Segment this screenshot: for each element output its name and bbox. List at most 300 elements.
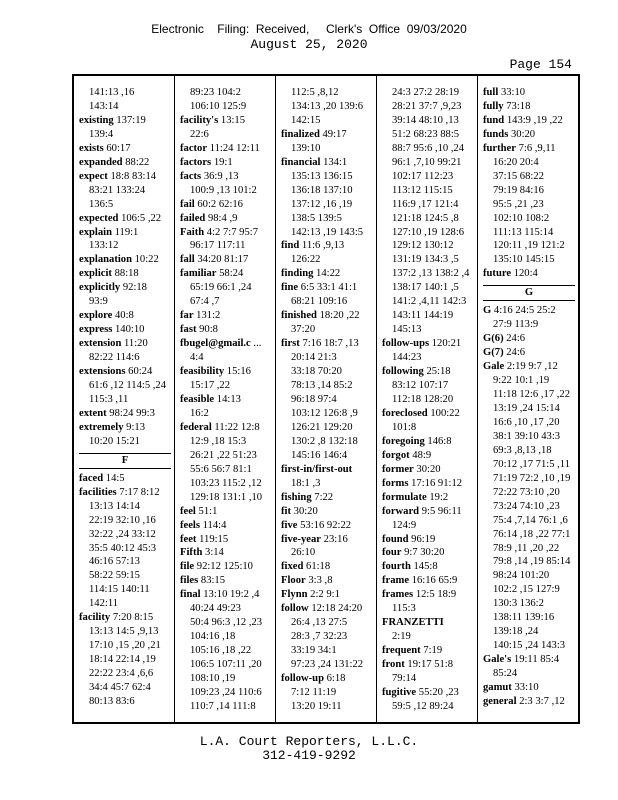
index-continuation — [382, 212, 474, 226]
index-continuation — [483, 514, 575, 528]
index-continuation — [180, 86, 272, 100]
index-continuation — [180, 477, 272, 491]
index-continuation — [382, 142, 474, 156]
index-entry — [483, 142, 575, 156]
index-term: Flynn — [281, 589, 308, 601]
page-line-refs: 96:18 97:4 — [291, 393, 337, 405]
page-line-refs: 79:14 — [392, 673, 417, 685]
index-entry — [180, 519, 272, 533]
page-line-refs: 16:6 ,10 ,17 ,20 — [493, 416, 560, 428]
page-line-refs: 46:16 57:13 — [89, 556, 140, 568]
page-line-refs: 134:1 — [320, 156, 348, 168]
index-continuation — [382, 86, 474, 100]
page-line-refs: 4:2 7:7 95:7 — [204, 226, 258, 238]
index-entry — [79, 309, 171, 323]
page-line-refs: 138:5 139:5 — [291, 212, 342, 224]
index-term: fall — [180, 254, 195, 266]
index-term: explicit — [79, 268, 112, 280]
index-term: Floor — [281, 575, 306, 587]
index-term: formulate — [382, 491, 427, 503]
index-continuation — [79, 351, 171, 365]
page-line-refs: 9:5 96:11 — [419, 505, 462, 517]
index-continuation — [79, 681, 171, 695]
index-entry — [483, 653, 575, 667]
index-column-5 — [483, 86, 575, 714]
index-entry — [483, 332, 575, 346]
index-term: factor — [180, 142, 208, 154]
index-entry — [382, 560, 474, 574]
index-entry — [79, 337, 171, 351]
index-continuation — [281, 226, 373, 240]
page-line-refs: 145:8 — [410, 561, 438, 573]
page-line-refs: 26:10 — [291, 547, 316, 559]
page-line-refs: 30:20 — [413, 463, 441, 475]
index-term: fugitive — [382, 686, 417, 698]
page-line-refs: 137:19 — [113, 114, 146, 126]
index-term: fail — [180, 198, 195, 210]
index-continuation — [382, 351, 474, 365]
index-term: found — [382, 533, 409, 545]
index-continuation — [483, 444, 575, 458]
index-term: foregoing — [382, 435, 425, 447]
index-entry — [382, 435, 474, 449]
page-line-refs: 15:17 ,22 — [190, 380, 231, 392]
page-line-refs: 145:16 146:4 — [291, 449, 348, 461]
page-line-refs: 85:24 — [493, 668, 518, 680]
transcript-date: August 25, 2020 — [250, 37, 368, 52]
page-line-refs: 58:22 59:15 — [89, 570, 140, 582]
page-line-refs: 138:17 140:1 ,5 — [392, 282, 459, 294]
page-line-refs: 131:2 — [193, 310, 221, 322]
index-term: full — [483, 87, 499, 98]
page-line-refs: 2:3 3:7 ,12 — [516, 695, 565, 707]
page-line-refs: 143:9 ,19 ,22 — [504, 114, 563, 126]
index-entry — [382, 658, 474, 672]
index-term: Gale — [483, 361, 505, 373]
index-continuation — [483, 402, 575, 416]
page-line-refs: 102:2 ,15 127:9 — [493, 584, 560, 596]
index-entry — [180, 156, 272, 170]
index-continuation — [483, 239, 575, 253]
index-continuation — [79, 695, 171, 709]
page-line-refs: 12:9 ,18 15:3 — [190, 435, 247, 447]
index-entry — [180, 421, 272, 435]
page-line-refs: ... — [250, 338, 262, 350]
page-line-refs: 35:5 40:12 45:3 — [89, 542, 157, 554]
index-entry — [79, 486, 171, 500]
index-continuation — [281, 644, 373, 658]
index-continuation — [281, 546, 373, 560]
index-continuation — [79, 667, 171, 681]
index-continuation — [483, 374, 575, 388]
reporter-phone: 312-419-9292 — [262, 748, 356, 763]
index-entry — [180, 253, 272, 267]
index-entry — [281, 337, 373, 351]
index-continuation — [483, 318, 575, 332]
page-line-refs: 140:10 — [112, 324, 145, 336]
page-line-refs: 106:10 125:9 — [190, 100, 247, 112]
index-entry — [382, 337, 474, 351]
page-line-refs: 115:3 ,11 — [89, 393, 129, 405]
index-entry — [382, 644, 474, 658]
page-line-refs: 30:20 — [508, 128, 536, 140]
page-line-refs: 18:20 ,22 — [316, 310, 360, 322]
page-line-refs: 100:22 — [427, 407, 460, 419]
page-line-refs: 20:14 21:3 — [291, 352, 337, 364]
column-divider — [275, 76, 276, 722]
index-entry — [382, 463, 474, 477]
page-line-refs: 7:22 — [311, 491, 334, 503]
index-continuation — [382, 630, 474, 644]
page-line-refs: 59:5 ,12 89:24 — [392, 700, 454, 712]
index-term: Gale's — [483, 654, 512, 666]
index-continuation — [180, 407, 272, 421]
index-column-4 — [382, 86, 474, 714]
page-line-refs: 88:18 — [111, 268, 139, 280]
index-entry — [281, 156, 373, 170]
index-continuation — [382, 602, 474, 616]
index-entry — [281, 491, 373, 505]
index-continuation — [281, 295, 373, 309]
section-letter: G — [483, 285, 575, 301]
index-entry — [79, 253, 171, 267]
index-entry — [281, 309, 373, 323]
index-entry — [180, 198, 272, 212]
page-line-refs: 18:14 22:14 ,19 — [89, 654, 156, 666]
index-entry — [382, 449, 474, 463]
index-entry — [79, 407, 171, 421]
index-term: explicitly — [79, 282, 121, 294]
page-line-refs: 60:24 — [125, 366, 153, 378]
index-entry — [180, 560, 272, 574]
index-continuation — [281, 100, 373, 114]
page-line-refs: 116:9 ,17 121:4 — [392, 198, 459, 210]
index-continuation — [483, 388, 575, 402]
index-term: general — [483, 695, 517, 707]
index-continuation — [281, 351, 373, 365]
page-line-refs: 89:23 104:2 — [190, 87, 241, 98]
page-line-refs: 135:10 145:15 — [493, 254, 555, 266]
index-term: G(6) — [483, 333, 504, 345]
page-line-refs: 106:5 107:11 ,20 — [190, 659, 262, 671]
index-term: funds — [483, 128, 509, 140]
page-line-refs: 78:9 ,11 ,20 ,22 — [493, 542, 560, 554]
index-entry — [382, 505, 474, 519]
index-entry — [382, 477, 474, 491]
index-entry — [281, 602, 373, 616]
index-term: expanded — [79, 156, 123, 168]
page-line-refs: 83:21 133:24 — [89, 184, 146, 196]
page-line-refs: 108:10 ,19 — [190, 673, 236, 685]
page-line-refs: 51:1 — [195, 505, 218, 517]
index-continuation — [382, 393, 474, 407]
index-continuation — [382, 281, 474, 295]
page-line-refs: 23:16 — [321, 533, 348, 545]
index-continuation — [79, 569, 171, 583]
index-continuation — [382, 519, 474, 533]
index-entry — [180, 309, 272, 323]
page-line-refs: 142:13 ,19 143:5 — [291, 226, 364, 238]
index-term: extremely — [79, 421, 124, 433]
page-line-refs: 6:5 33:1 41:1 — [298, 282, 358, 294]
page-line-refs: 40:24 49:23 — [190, 603, 241, 615]
index-continuation — [79, 86, 171, 100]
page-line-refs: 55:6 56:7 81:1 — [190, 463, 252, 475]
page-line-refs: 37:20 — [291, 324, 316, 336]
page-line-refs: 19:17 51:8 — [404, 659, 454, 671]
index-term: exists — [79, 142, 104, 154]
index-continuation — [79, 295, 171, 309]
index-entry — [483, 304, 575, 318]
index-continuation — [79, 639, 171, 653]
index-entry — [382, 588, 474, 602]
page-line-refs: 109:23 ,24 110:6 — [190, 686, 262, 698]
page-line-refs: 3:3 ,8 — [305, 575, 333, 587]
index-continuation — [281, 212, 373, 226]
index-continuation — [180, 435, 272, 449]
page-line-refs: 53:16 92:22 — [297, 519, 352, 531]
index-continuation — [281, 630, 373, 644]
index-continuation — [281, 114, 373, 128]
index-term: facts — [180, 170, 202, 182]
index-continuation — [180, 100, 272, 114]
index-continuation — [483, 486, 575, 500]
page-line-refs: 105:16 ,18 ,22 — [190, 645, 252, 657]
page-line-refs: 22:22 23:4 ,6,6 — [89, 668, 154, 680]
page-line-refs: 50:4 96:3 ,12 ,23 — [190, 617, 263, 629]
index-continuation — [483, 583, 575, 597]
index-continuation — [79, 555, 171, 569]
page-line-refs: 51:2 68:23 88:5 — [392, 128, 460, 140]
page-line-refs: 83:12 107:17 — [392, 380, 449, 392]
index-term: forward — [382, 505, 420, 517]
index-term: explore — [79, 310, 113, 322]
index-continuation — [483, 667, 575, 681]
index-continuation — [483, 226, 575, 240]
index-term: Faith — [180, 226, 205, 238]
page-line-refs: 13:19 ,24 15:14 — [493, 402, 560, 414]
index-term: fourth — [382, 561, 411, 573]
page-line-refs: 11:6 ,9,13 — [299, 240, 345, 252]
page-line-refs: 88:7 95:6 ,10 ,24 — [392, 142, 465, 154]
index-continuation — [79, 597, 171, 611]
index-term: fund — [483, 114, 505, 126]
index-continuation — [180, 630, 272, 644]
page-line-refs: 12:5 18:9 — [413, 589, 457, 601]
index-term: fishing — [281, 491, 312, 503]
index-continuation — [281, 365, 373, 379]
index-continuation — [180, 128, 272, 142]
index-continuation — [483, 253, 575, 267]
index-entry — [382, 533, 474, 547]
index-entry — [382, 365, 474, 379]
index-entry — [483, 681, 575, 695]
index-term: fine — [281, 282, 299, 294]
index-continuation — [281, 198, 373, 212]
index-continuation — [180, 616, 272, 630]
page-line-refs: 19:2 — [426, 491, 449, 503]
index-continuation — [79, 435, 171, 449]
index-continuation — [79, 528, 171, 542]
page-line-refs: 28:3 ,7 32:23 — [291, 631, 348, 643]
index-entry — [281, 281, 373, 295]
page-line-refs: 121:18 124:5 ,8 — [392, 212, 459, 224]
page-line-refs: 143:14 — [89, 100, 119, 112]
index-term: far — [180, 310, 194, 322]
index-continuation — [180, 281, 272, 295]
page-line-refs: 141:13 ,16 — [89, 87, 135, 98]
index-term: five-year — [281, 533, 321, 545]
page-line-refs: 11:20 — [121, 338, 148, 350]
page-line-refs: 146:8 — [424, 435, 452, 447]
index-continuation — [382, 170, 474, 184]
page-line-refs: 136:5 — [89, 198, 114, 210]
page-line-refs: 26:4 ,13 27:5 — [291, 617, 348, 629]
page-line-refs: 58:24 — [216, 268, 244, 280]
index-entry — [180, 114, 272, 128]
index-continuation — [483, 156, 575, 170]
page-line-refs: 98:24 101:20 — [493, 570, 550, 582]
index-continuation — [281, 184, 373, 198]
index-entry — [79, 170, 171, 184]
index-entry — [382, 686, 474, 700]
column-divider — [477, 76, 478, 722]
index-entry — [180, 533, 272, 547]
index-term: financial — [281, 156, 321, 168]
index-entry — [79, 114, 171, 128]
page-line-refs: 120:11 ,19 121:2 — [493, 240, 565, 252]
index-term: forms — [382, 477, 409, 489]
page-line-refs: 83:15 — [198, 575, 226, 587]
page-line-refs: 65:19 66:1 ,24 — [190, 282, 252, 294]
page-line-refs: 93:9 — [89, 296, 108, 308]
index-term: finding — [281, 268, 314, 280]
index-term: front — [382, 659, 405, 671]
index-term: frame — [382, 575, 410, 587]
page-line-refs: 60:2 62:16 — [194, 198, 243, 210]
page-line-refs: 7:16 18:7 ,13 — [299, 338, 359, 350]
index-entry — [382, 546, 474, 560]
page-line-refs: 17:10 ,15 ,20 ,21 — [89, 640, 161, 652]
index-continuation — [180, 672, 272, 686]
page-line-refs: 145:13 — [392, 324, 422, 336]
index-continuation — [281, 435, 373, 449]
page-line-refs: 2:19 9:7 ,12 — [504, 361, 558, 373]
page-line-refs: 4:4 — [190, 352, 204, 364]
filing-stamp: Electronic Filing: Received, Clerk's Office 09/03/2020 — [151, 22, 467, 36]
index-continuation — [180, 379, 272, 393]
index-entry — [281, 533, 373, 547]
index-continuation — [79, 100, 171, 114]
index-continuation — [79, 239, 171, 253]
index-term: forgot — [382, 449, 410, 461]
index-entry — [483, 114, 575, 128]
index-term: follow-up — [281, 673, 324, 685]
page-line-refs: 120:21 — [429, 338, 462, 350]
page-line-refs: 103:23 115:2 ,12 — [190, 477, 262, 489]
index-continuation — [180, 491, 272, 505]
page-line-refs: 113:12 115:15 — [392, 184, 453, 196]
index-continuation — [281, 421, 373, 435]
page-line-refs: 78:13 ,14 85:2 — [291, 380, 353, 392]
index-continuation — [382, 100, 474, 114]
index-continuation — [382, 421, 474, 435]
index-continuation — [180, 184, 272, 198]
page-line-refs: 60:17 — [103, 142, 131, 154]
index-entry — [79, 226, 171, 240]
index-entry — [483, 360, 575, 374]
page-line-refs: 124:9 — [392, 519, 417, 531]
page-line-refs: 101:8 — [392, 421, 417, 433]
page-line-refs: 95:5 ,21 ,23 — [493, 198, 544, 210]
page-line-refs: 100:9 ,13 101:2 — [190, 184, 257, 196]
page-line-refs: 137:12 ,16 ,19 — [291, 198, 353, 210]
index-continuation — [79, 379, 171, 393]
page-line-refs: 73:18 — [503, 100, 531, 112]
page-line-refs: 30:20 — [291, 505, 318, 517]
page-line-refs: 17:16 91:12 — [408, 477, 463, 489]
index-entry — [281, 519, 373, 533]
index-entry — [180, 323, 272, 337]
page-line-refs: 7:6 ,9,11 — [515, 142, 556, 154]
column-divider — [174, 76, 175, 722]
page-line-refs: 55:20 ,23 — [416, 686, 459, 698]
page-line-refs: 133:12 — [89, 240, 119, 252]
index-frame — [72, 74, 580, 724]
page-line-refs: 126:21 129:20 — [291, 421, 353, 433]
index-term: fully — [483, 100, 504, 112]
index-term: foreclosed — [382, 407, 428, 419]
page-line-refs: 61:18 — [303, 561, 331, 573]
index-continuation — [382, 672, 474, 686]
index-term: fit — [281, 505, 291, 517]
index-column-2 — [180, 86, 272, 714]
page-line-refs: 134:13 ,20 139:6 — [291, 100, 364, 112]
index-term: Fifth — [180, 547, 203, 559]
index-continuation — [180, 686, 272, 700]
page-line-refs: 15:16 — [224, 366, 251, 378]
page-line-refs: 10:22 — [131, 254, 159, 266]
index-term: further — [483, 142, 516, 154]
page-line-refs: 49:17 — [319, 128, 347, 140]
page-line-refs: 14:5 — [103, 472, 125, 484]
index-entry — [79, 212, 171, 226]
index-term: explanation — [79, 254, 132, 266]
page-line-refs: 7:20 8:15 — [110, 612, 154, 624]
index-entry — [79, 142, 171, 156]
page-line-refs: 16:20 20:4 — [493, 156, 539, 168]
index-entry — [180, 212, 272, 226]
index-continuation — [382, 156, 474, 170]
page-line-refs: 14:13 — [214, 393, 241, 405]
index-term: feet — [180, 533, 197, 545]
index-entry — [180, 546, 272, 560]
index-term: fixed — [281, 561, 304, 573]
page-line-refs: 79:8 ,14 ,19 85:14 — [493, 556, 571, 568]
index-term: final — [180, 589, 201, 601]
index-term: G(7) — [483, 347, 504, 359]
index-continuation — [382, 184, 474, 198]
index-continuation — [281, 407, 373, 421]
index-continuation — [382, 128, 474, 142]
page-line-refs: 110:7 ,14 111:8 — [190, 700, 256, 712]
page-line-refs: 10:20 15:21 — [89, 435, 140, 447]
index-term: feasibility — [180, 366, 225, 378]
index-continuation — [281, 686, 373, 700]
page-line-refs: 129:18 131:1 ,10 — [190, 491, 263, 503]
index-entry — [79, 281, 171, 295]
index-term: four — [382, 547, 402, 559]
